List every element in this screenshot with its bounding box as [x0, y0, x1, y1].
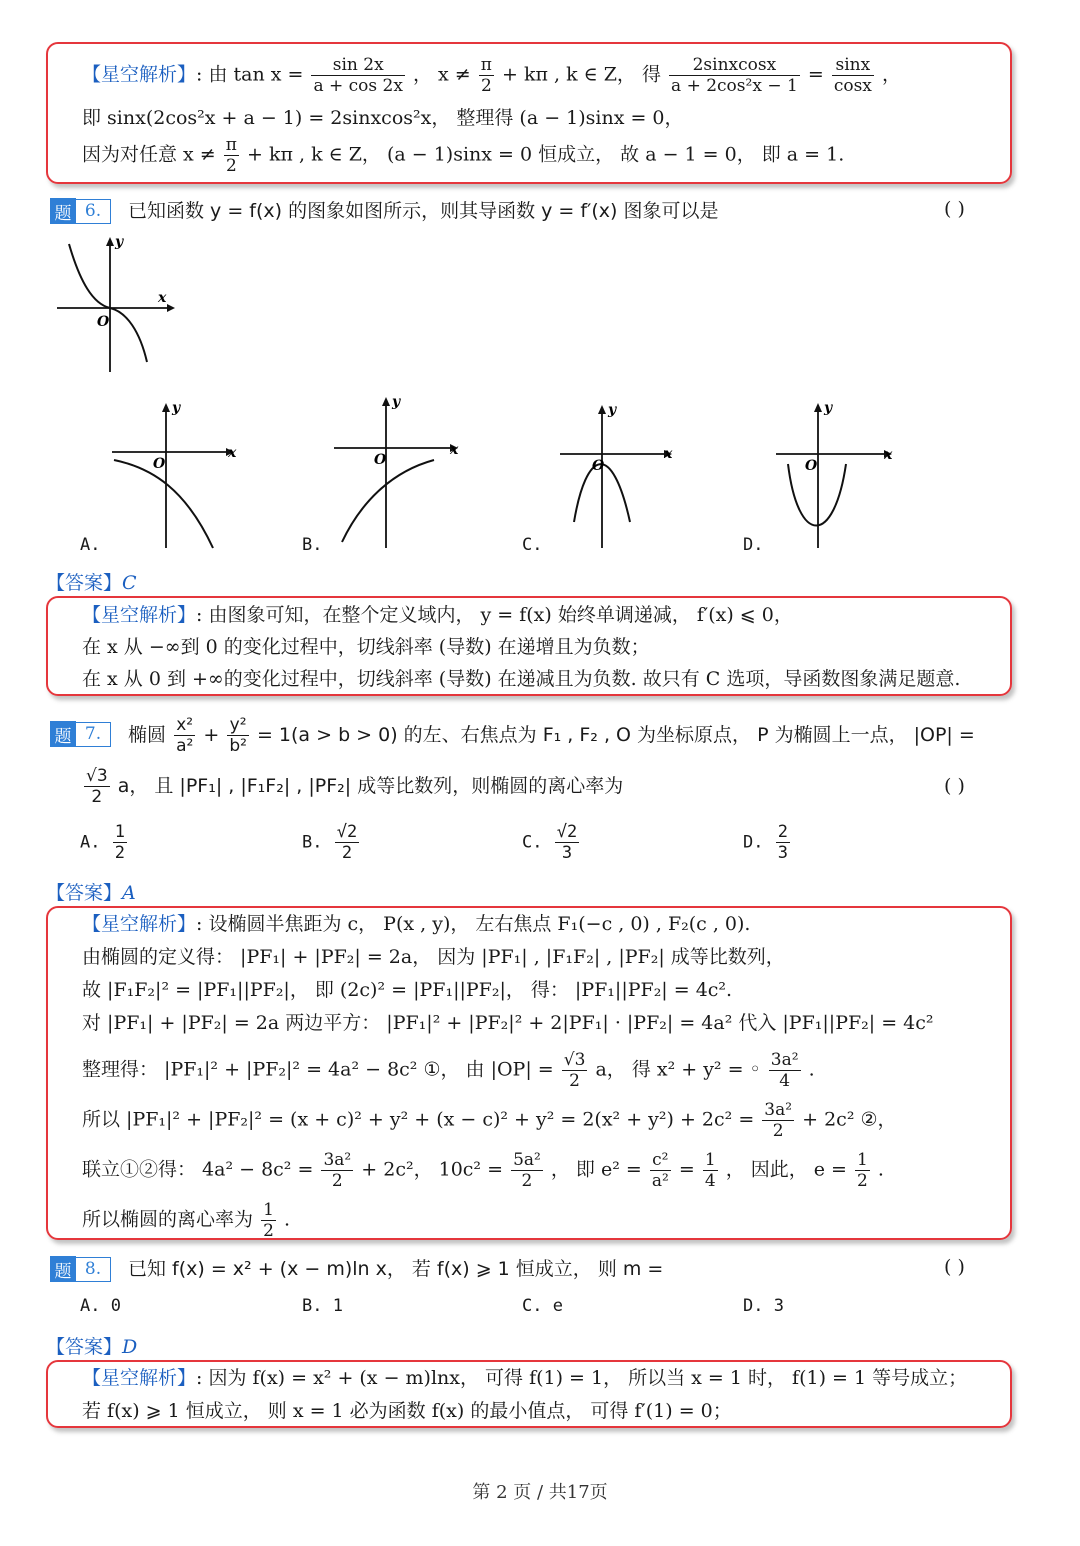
svg-text:x: x — [450, 442, 459, 458]
svg-text:O: O — [805, 458, 818, 474]
question-stem-7-cont: $\frac{√3}{2}$ a， 且 |PF₁| , |F₁F₂| , |PF₂| 成等比数列，则椭圆的离心率为 — [86, 766, 624, 807]
fraction: $\frac{√3}{2}$ — [86, 766, 108, 807]
option-d[interactable]: D. $\frac{2}{3}$ — [743, 822, 788, 863]
analysis-line: 即 sinx(2cos²x + a − 1) = 2sinxcos²x， 整理得 (a − 1)sinx = 0， — [82, 107, 684, 129]
option-c[interactable]: C. e — [522, 1296, 563, 1316]
option-b[interactable]: B. 1 — [302, 1296, 343, 1316]
fraction: $\frac{\text{x²}}{\text{a²}}$ — [176, 715, 194, 756]
analysis-line: 对 |PF₁| + |PF₂| = 2a 两边平方： |PF₁|² + |PF₂|² + 2|PF₁| · |PF₂| = 4a² 代入 |PF₁||PF₂| = 4c² — [82, 1012, 934, 1034]
function-graph — [55, 232, 185, 374]
question-stem-8: 已知 f(x) = x² + (x − m)ln x， 若 f(x) ⩾ 1 恒成立， 则 m = — [128, 1258, 664, 1280]
option-label-b[interactable]: B. — [302, 535, 323, 555]
svg-text:y: y — [392, 394, 401, 410]
fraction: $\frac{\text{3a²}}{4}$ — [770, 1050, 799, 1091]
answer-blank: ( ) — [944, 775, 965, 797]
option-d-graph — [774, 398, 904, 550]
fraction: $\frac{\text{3a²}}{2}$ — [764, 1100, 793, 1141]
fraction: $\frac{\text{y²}}{\text{b²}}$ — [229, 715, 247, 756]
axis-label-y: y — [115, 234, 124, 250]
answer-blank: ( ) — [944, 1256, 965, 1278]
fraction: $\frac{\pi}{2}$ — [480, 55, 492, 96]
option-c-graph — [556, 400, 686, 550]
option-d[interactable]: D. 3 — [743, 1296, 784, 1316]
question-tag-7: 题 7. — [50, 721, 111, 747]
analysis-line: 在 x 从 −∞到 0 的变化过程中，切线斜率 (导数) 在递增且为负数； — [82, 636, 650, 658]
svg-text:O: O — [592, 458, 605, 474]
svg-text:x: x — [884, 447, 893, 463]
option-b[interactable]: B. $\frac{√2}{2}$ — [302, 822, 358, 863]
option-a[interactable]: A. $\frac{1}{2}$ — [80, 822, 125, 863]
option-label-c[interactable]: C. — [522, 535, 543, 555]
question-stem-6: 已知函数 y = f(x) 的图象如图所示，则其导函数 y = f′(x) 图象可以是 — [128, 200, 719, 222]
fraction: $\frac{√3}{2}$ — [563, 1050, 586, 1091]
option-c[interactable]: C. $\frac{√2}{3}$ — [522, 822, 578, 863]
analysis-line: 【星空解析】: 因为 f(x) = x² + (x − m)lnx， 可得 f(1) = 1， 所以当 x = 1 时， f(1) = 1 等号成立； — [82, 1367, 968, 1389]
analysis-line: 若 f(x) ⩾ 1 恒成立， 则 x = 1 必为函数 f(x) 的最小值点， 可得 f′(1) = 0； — [82, 1400, 732, 1422]
fraction: $\frac{\text{5a²}}{2}$ — [513, 1150, 541, 1191]
answer-blank: ( ) — [944, 198, 965, 220]
svg-text:O: O — [153, 456, 166, 472]
answer-line-6: 【答案】C — [46, 572, 137, 594]
option-b-graph — [330, 392, 470, 550]
analysis-line: 【星空解析】: 设椭圆半焦距为 c， P(x , y)， 左右焦点 F₁(−c , 0) , F₂(c , 0). — [82, 913, 751, 935]
analysis-line: 所以椭圆的离心率为 $\frac{1}{2}$ . — [82, 1200, 290, 1241]
fraction: $\frac{\sin 2x}{a + \cos 2x}$ — [313, 55, 403, 96]
fraction: $\frac{1}{2}$ — [857, 1150, 868, 1191]
page-footer: 第 2 页 / 共17页 — [472, 1482, 608, 1503]
answer-line-7: 【答案】A — [46, 882, 136, 904]
analysis-line: 【星空解析】: 由图象可知，在整个定义域内， y = f(x) 始终单调递减， f′(x) ⩽ 0， — [82, 604, 793, 626]
svg-text:y: y — [824, 400, 833, 416]
analysis-line: 由椭圆的定义得： |PF₁| + |PF₂| = 2a， 因为 |PF₁| , |F₁F₂| , |PF₂| 成等比数列， — [82, 946, 785, 968]
axis-label-x: x — [158, 290, 167, 306]
option-label-a[interactable]: A. — [80, 535, 101, 555]
fraction: $\frac{\text{2sinxcosx}}{\text{a + 2cos²x − 1}}$ — [671, 55, 798, 96]
svg-text:x: x — [228, 445, 237, 461]
answer-line-8: 【答案】D — [46, 1336, 138, 1358]
question-stem-7: 椭圆 $\frac{\text{x²}}{\text{a²}}$ + $\frac{\text{y²}}{\text{b²}}$ = 1(a > b > 0) 的左、右焦点为 F₁ , F₂ , O 为坐标原点， P 为椭圆上一点， |OP| = — [128, 715, 975, 756]
svg-text:y: y — [172, 400, 181, 416]
svg-text:O: O — [374, 452, 387, 468]
analysis-line: 故 |F₁F₂|² = |PF₁||PF₂|， 即 (2c)² = |PF₁||PF₂|， 得： |PF₁||PF₂| = 4c². — [82, 979, 733, 1001]
fraction: $\frac{\sin x}{\cos x}$ — [833, 55, 872, 96]
analysis-line: 联立①②得： 4a² − 8c² = $\frac{\text{3a²}}{2}$ + 2c²， 10c² = $\frac{\text{5a²}}{2}$ ， 即 e² = $\frac{\text{c²}}{\text{a²}}$ = $\frac{1}{4}$ ， 因此， e = $\frac{1}{2}$ . — [82, 1150, 884, 1191]
option-label-d[interactable]: D. — [743, 535, 764, 555]
analysis-line: 所以 |PF₁|² + |PF₂|² = (x + c)² + y² + (x − c)² + y² = 2(x² + y²) + 2c² = $\frac{\text{3a²}}{2}$ + 2c² ②， — [82, 1100, 897, 1141]
option-a[interactable]: A. 0 — [80, 1296, 121, 1316]
analysis-line: 因为对任意 x ≠ $\frac{\pi}{2}$ + kπ , k ∈ Z， (a − 1)sinx = 0 恒成立， 故 a − 1 = 0， 即 a = 1. — [82, 135, 845, 176]
question-tag-8: 题 8. — [50, 1256, 111, 1282]
question-tag-6: 题 6. — [50, 198, 111, 224]
option-a-graph — [108, 398, 248, 550]
analysis-line: 整理得： |PF₁|² + |PF₂|² = 4a² − 8c² ①， 由 |OP| = $\frac{√3}{2}$ a， 得 x² + y² = ◦ $\frac{\text{3a²}}{4}$ . — [82, 1050, 815, 1091]
fraction: $\frac{1}{4}$ — [704, 1150, 716, 1191]
analysis-line: 【星空解析】: 由 tan x = $\frac{\sin 2x}{a + \cos 2x}$ ， x ≠ $\frac{\pi}{2}$ + kπ , k ∈ Z， 得 $\frac{\text{2sinxcosx}}{\text{a + 2cos²x − 1}}$ = $\frac{\sin x}{\cos x}$ ， — [82, 55, 901, 96]
origin-label: O — [97, 314, 110, 330]
fraction: $\frac{\pi}{2}$ — [225, 135, 237, 176]
analysis-line: 在 x 从 0 到 +∞的变化过程中，切线斜率 (导数) 在递减且为负数. 故只有 C 选项，导函数图象满足题意. — [82, 668, 961, 690]
svg-text:x: x — [664, 446, 673, 462]
fraction: $\frac{\text{c²}}{\text{a²}}$ — [651, 1150, 669, 1191]
analysis-label: 【星空解析】 — [82, 63, 197, 86]
svg-text:y: y — [608, 402, 617, 418]
fraction: $\frac{1}{2}$ — [263, 1200, 274, 1241]
fraction: $\frac{\text{3a²}}{2}$ — [323, 1150, 352, 1191]
